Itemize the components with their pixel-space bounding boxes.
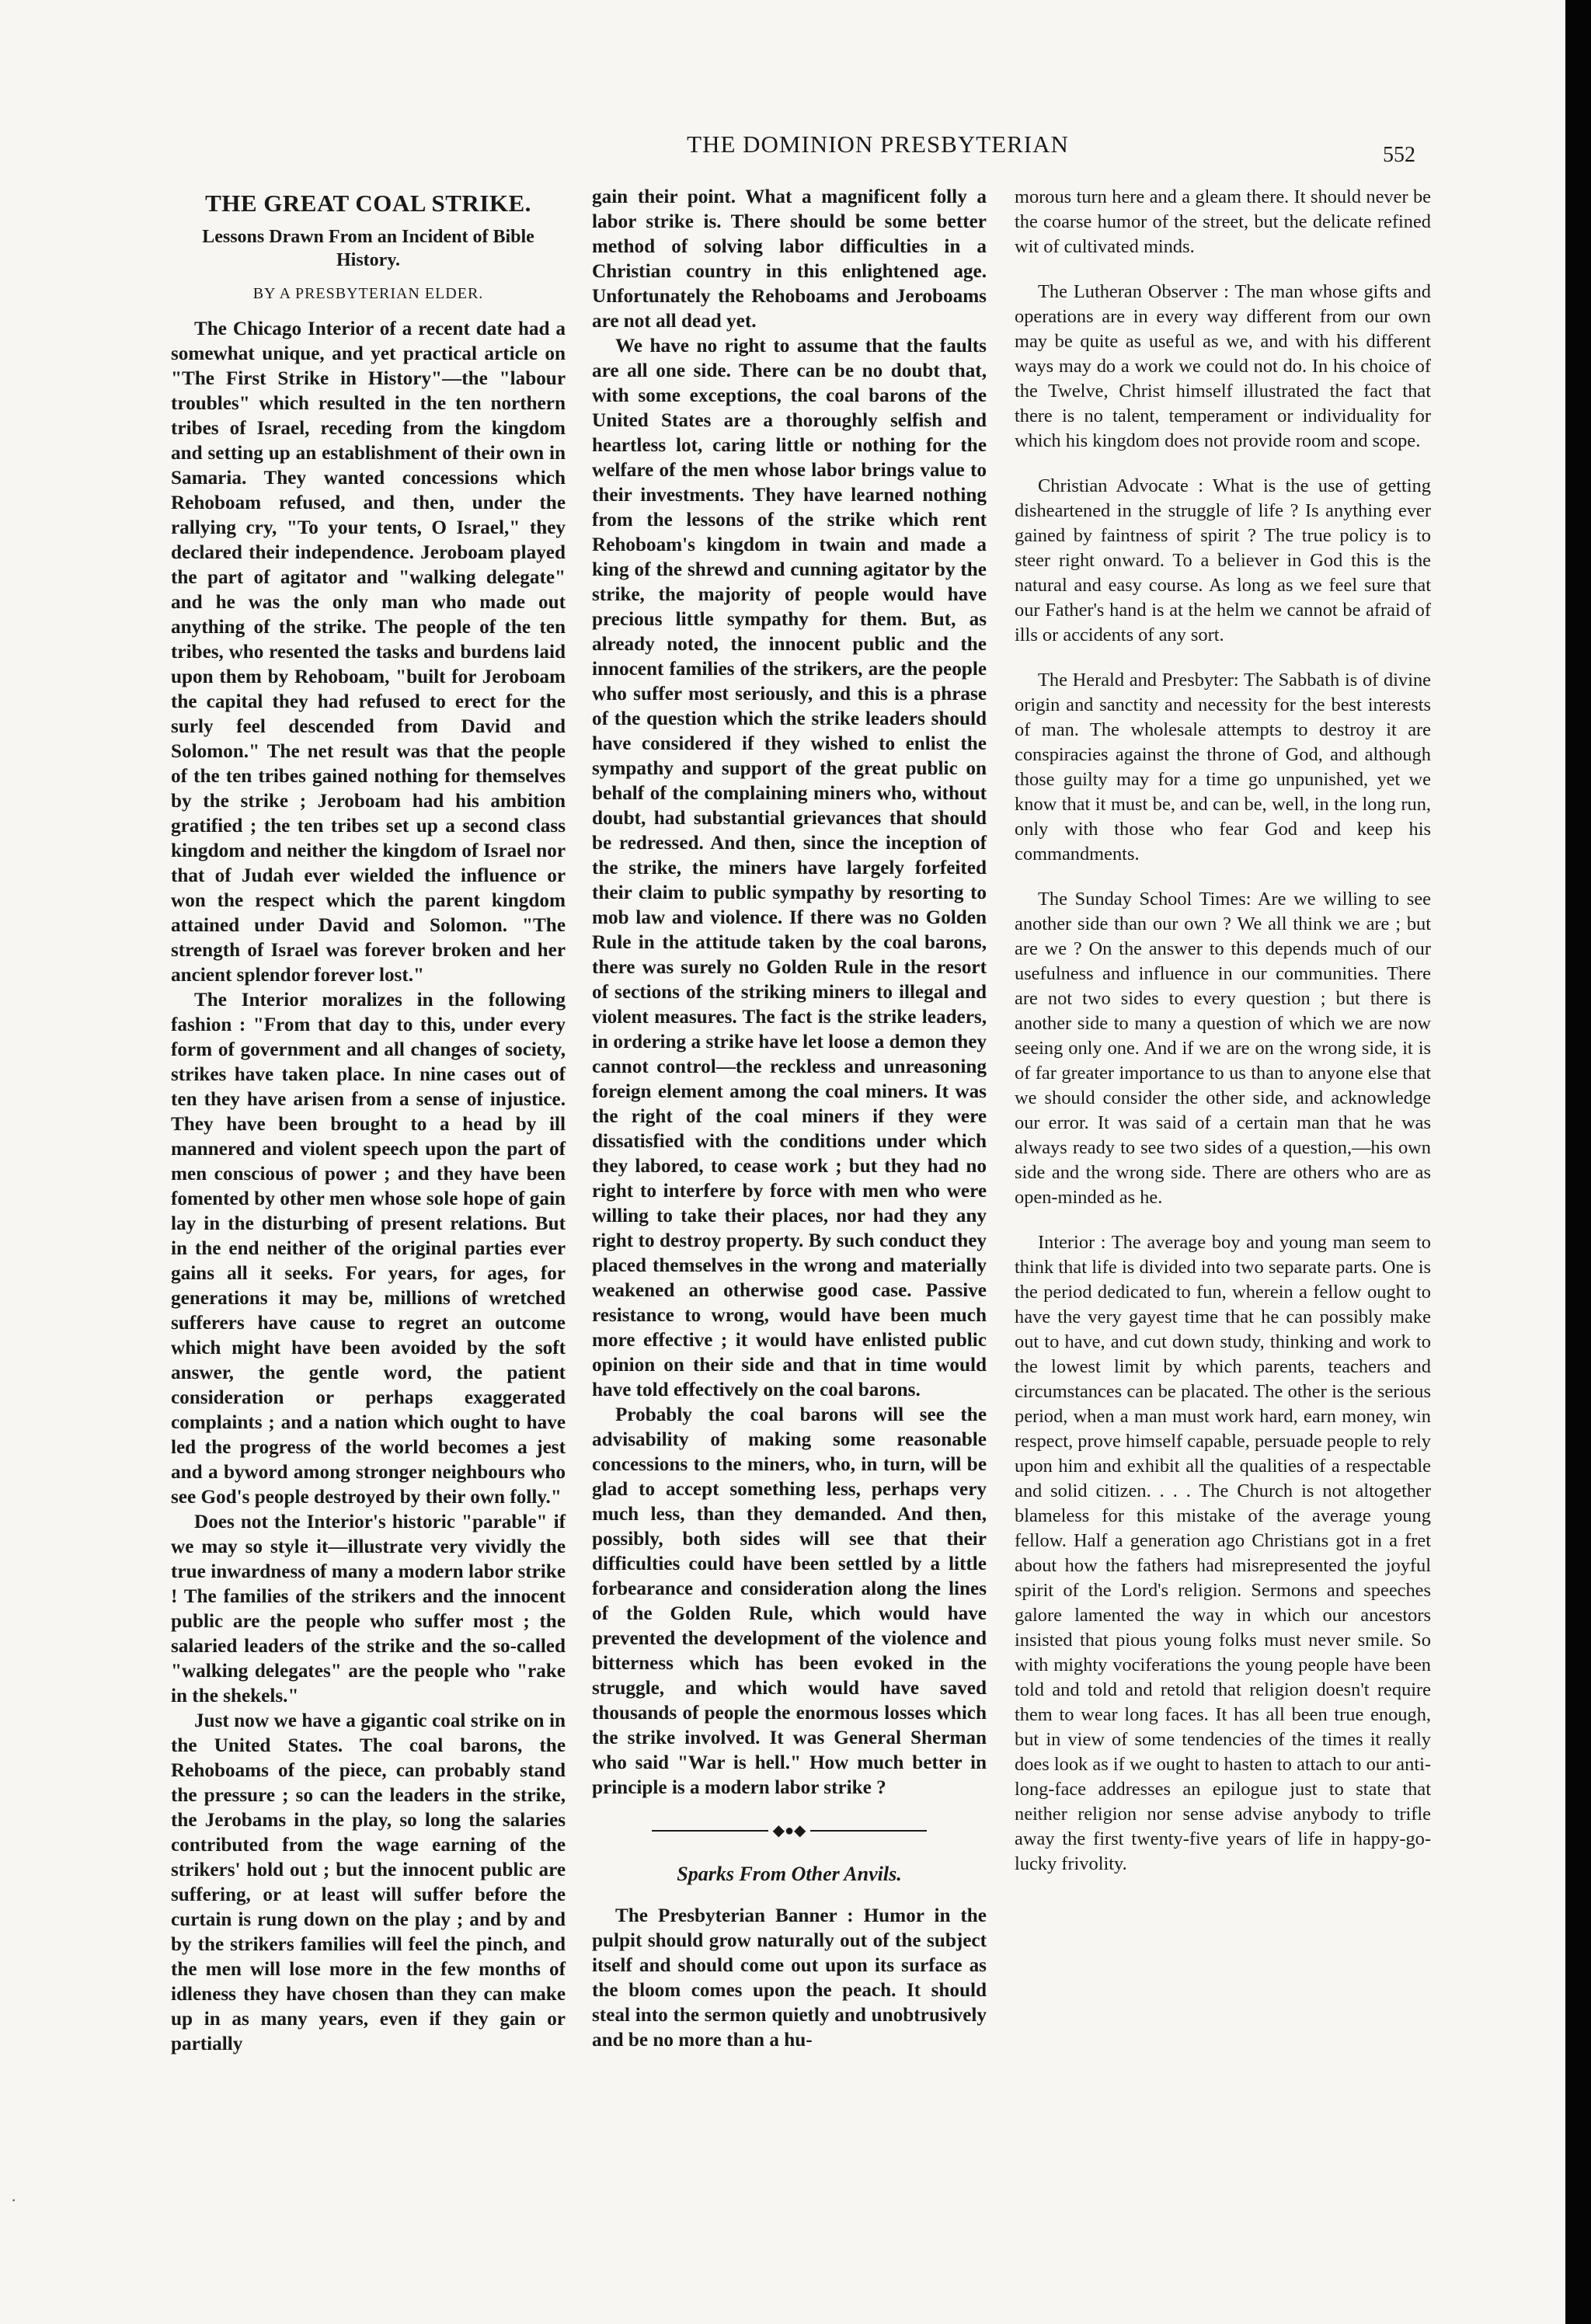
article-paragraph: The Interior moralizes in the following fashion : "From that day to this, under every form of government and all changes of society, strikes have taken place. In nine cases out of ten they have arisen from a sense of injustice. They have been brought to a head by ill mannered and violent speech upon the part of men conscious of power ; and they have been fomented by other men whose sole hope of gain lay in the disturbing of present relations. But in the end neither of the original parties ever gains all it seeks. For years, for ages, for generations it may be, millions of wretched sufferers have cause to regret an outcome which might have been avoided by the soft answer, the gentle word, the patient consideration or perhaps exaggerated complaints ; and a nation which ought to have led the progress of the world becomes a jest and a byword among stronger neighbours who see God's people destroyed by their own folly." (171, 990, 566, 1508)
sparks-paragraph: The Herald and Presbyter: The Sabbath is of divine origin and sanctity and necessity for the best interests of man. The wholesale attempts to destroy it are conspiracies against the throne of God, and although those guilty may for a time go unpunished, yet we know that it must be, and can be, well, in the long run, only with those who fear God and keep his commandments. (1015, 670, 1431, 865)
article-paragraph: Probably the coal barons will see the advisability of making some reasonable concessions to the miners, who, in turn, will be glad to accept something less, perhaps very much less, than they demanded. And then, possibly, both sides will see that their difficulties could have been settled by a little forbearance and consideration along the lines of the Golden Rule, which would have prevented the development of the violence and bitterness which has been evoked in the struggle, and which would have saved thousands of people the enormous losses which the strike involved. It was General Sherman who said "War is hell." How much better in principle is a modern labor strike ? (592, 1404, 987, 1798)
sparks-paragraph-banner-continued: morous turn here and a gleam there. It should never be the coarse humor of the street, but the delicate refined wit of cultivated minds. (1015, 186, 1431, 257)
column-1 (171, 185, 566, 2057)
sparks-paragraph: Christian Advocate : What is the use of getting disheartened in the struggle of life ? Is anything ever gained by faintness of spirit ? The true policy is to steer right onward. To a believer in God this is the natural and easy course. As long as we feel sure that our Father's hand is at the helm we cannot be afraid of ills or accidents of any sort. (1015, 475, 1431, 645)
article-byline: BY A PRESBYTERIAN ELDER. (252, 285, 484, 302)
article-subtitle: Lessons Drawn From an Incident of Bible History. (202, 227, 534, 270)
article-paragraph: The Chicago Interior of a recent date had a somewhat unique, and yet practical article on "The First Strike in History"—the "labour troubles" which resulted in the ten northern tribes of Israel, receding from the kingdom and setting up an establishment of their own in Samaria. They wanted concessions which Rehoboam refused, and then, under the rallying cry, "To your tents, O Israel," they declared their independence. Jeroboam played the part of agitator and "walking delegate" and he was the only man who made out anything of the strike. The people of the ten tribes, who resented the tasks and burdens laid upon them by Rehoboam, "built for Jeroboam the capital they had refused to erect for the surly feel descended from David and Solomon." The net result was that the people of the ten tribes gained nothing for themselves by the strike ; Jeroboam had his ambition gratified ; the ten tribes set up a second class kingdom and neither the kingdom of Israel nor that of Judah ever wielded the influence or won the respect which the parent kingdom attained under David and Solomon. "The strength of Israel was forever broken and her ancient splendor forever lost." (171, 318, 566, 986)
sparks-paragraph: The Lutheran Observer : The man whose gifts and operations are in every way different from our own may be quite as useful as we, and with his different ways may do a work we could not do. In his choice of the Twelve, Christ himself illustrated the fact that there is no talent, temperament or individuality for which his kingdom does not provide room and scope. (1015, 281, 1431, 451)
article-paragraph: We have no right to assume that the faults are all one side. There can be no doubt that, with some exceptions, the coal barons of the United States are a thoroughly selfish and heartless lot, caring little or nothing for the welfare of the men whose labor brings value to their investments. They have learned nothing from the lessons of the strike which rent Rehoboam's kingdom in twain and made a king of the shrewd and cunning agitator by the strike, the majority of people would have precious little sympathy for them. But, as already noted, the innocent public and the innocent families of the strikers, are the people who suffer most seriously, and this is a phrase of the question which the strike leaders should have considered if they wished to enlist the sympathy and support of the great public on behalf of the complaining miners who, without doubt, had substantial grievances that should be redressed. And then, since the inception of the strike, the miners have largely forfeited their claim to public sympathy by resorting to mob law and violence. If there was no Golden Rule in the attitude taken by the coal barons, there was surely no Golden Rule in the resort of sections of the striking miners to illegal and violent measures. The fact is the strike leaders, in ordering a strike have let loose a demon they cannot control—the reckless and unreasoning foreign element among the coal miners. It was the right of the coal miners if they were dissatisfied with the conditions under which they labored, to cease work ; but they had no right to interfere by force with men who were willing to take their places, nor had they any right to destroy property. By such conduct they placed themselves in the wrong and materially weakened an otherwise good case. Passive resistance to wrong, would have been much more effective ; it would have enlisted public opinion on their side and that in time would have told effectively on the coal barons. (592, 336, 987, 1400)
sparks-paragraph: The Sunday School Times: Are we willing to see another side than our own ? We all think we are ; but are we ? On the answer to this depends much of our usefulness and influence in our communities. There are not two sides to every question ; but there is another side to many a question of which we are now seeing only one. And if we are on the wrong side, it is of far greater importance to us than to anyone else that we should consider the other side, and acknowledge our error. It was said of a certain man that he was always ready to see two sides of a question,—his own side and the wrong side. There are others who are as open-minded as he. (1015, 889, 1431, 1208)
sparks-heading: Sparks From Other Anvils. (677, 1863, 902, 1886)
print-speck: · (11, 2190, 17, 2210)
page-number: 552 (1383, 143, 1415, 167)
sparks-paragraph: Interior : The average boy and young man seem to think that life is divided into two separate parts. One is the period dedicated to fun, wherein a fellow ought to have the very gayest time that he can possibly make out to have, and cut down study, thinking and work to the lowest limit by which parents, teachers and circumstances can be placated. The other is the serious period, when a man must work hard, earn money, win respect, prove himself capable, persuade people to rely upon him and exhibit all the qualities of a respectable and solid citizen. . . . The Church is not altogether blameless for this mistake of the average young fellow. Half a generation ago Christians got in a fret about how the fathers had misrepresented the joyful spirit of the Lord's religion. Sermons and speeches galore lamented the way in which our ancestors insisted that pious young folks must never smile. So with mighty vociferations the young people have been told and told and retold that religion doesn't require them to wear long faces. It has all been true enough, but in view of some tendencies of the times it really does look as if we ought to hasten to attach to our anti-long-face addresses an epilogue just to state that neither religion nor sense advise anybody to trifle away the first twenty-five years of life in happy-go-lucky frivolity. (1015, 1232, 1431, 1874)
column-2 (592, 185, 987, 2053)
column-3 (1015, 185, 1431, 1897)
section-divider: ◆●◆ (592, 1822, 987, 1839)
page-header-title: THE DOMINION PRESBYTERIAN (687, 130, 1069, 158)
article-paragraph: Does not the Interior's historic "parable" if we may so style it—illustrate very vividly the true inwardness of many a modern labor strike ! The families of the strikers and the innocent public are the people who suffer most ; the salaried leaders of the strike and the so-called "walking delegates" are the people who "rake in the shekels." (171, 1512, 566, 1706)
article-title: THE GREAT COAL STRIKE. (205, 190, 531, 217)
article-paragraph: Just now we have a gigantic coal strike on in the United States. The coal barons, the Rehoboams of the piece, can probably stand the pressure ; so can the leaders in the strike, the Jerobams in the play, so long the salaries contributed from the wage earning of the strikers' hold out ; but the innocent public are suffering, or at least will suffer before the curtain is rung down on the play ; and by and by the strikers families will feel the pinch, and the men will lose more in the few months of idleness they have chosen than they can make up in as many years, even if they gain or partially (171, 1710, 566, 2054)
article-paragraph-continued: gain their point. What a magnificent folly a labor strike is. There should be some better method of solving labor difficulties in a Christian country in this enlightened age. Unfortunately the Rehoboams and Jeroboams are not all dead yet. (592, 186, 987, 332)
sparks-paragraph-banner: The Presbyterian Banner : Humor in the pulpit should grow naturally out of the subject itself and should come out upon its surface as the bloom comes upon the peach. It should steal into the sermon quietly and unobtrusively and be no more than a hu- (592, 1905, 987, 2051)
scan-edge (1565, 0, 1591, 2324)
